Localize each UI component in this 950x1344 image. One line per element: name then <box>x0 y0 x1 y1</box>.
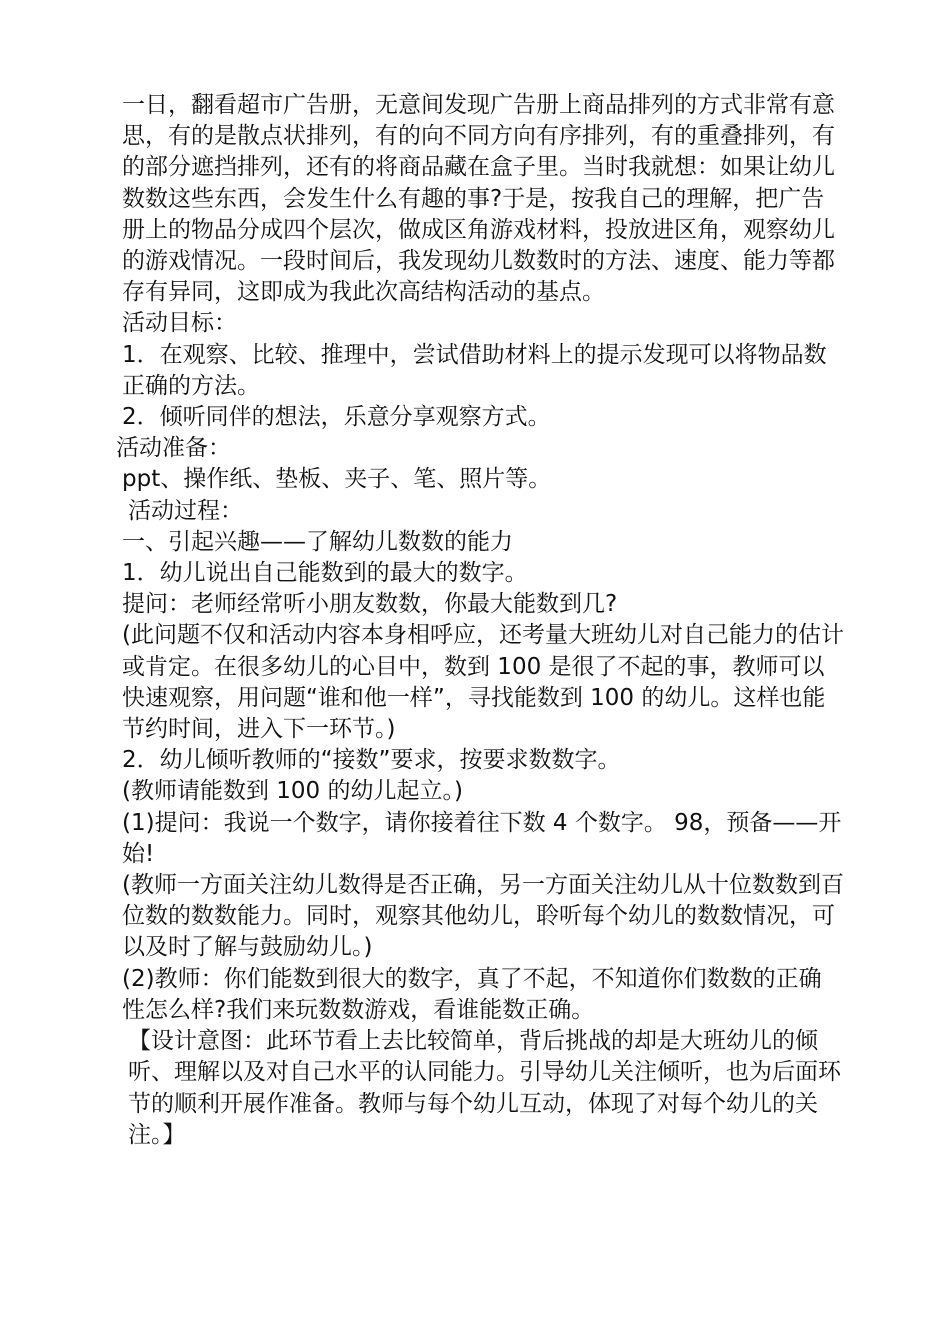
question-paragraph: 提问：老师经常听小朋友数数，你最大能数到几? <box>122 591 618 618</box>
goal-item-2: 2．倾听同伴的想法，乐意分享观察方式。 <box>122 404 551 431</box>
section-heading-process: 活动过程： <box>128 497 243 524</box>
preparation-list: ppt、操作纸、垫板、夹子、笔、照片等。 <box>122 466 552 493</box>
question-paragraph-2: (1)提问：我说一个数字，请你接着往下数 4 个数字。 98，预备——开始! <box>122 809 842 867</box>
note-paragraph-3: (教师一方面关注幼儿数得是否正确，另一方面关注幼儿从十位数数到百位数的数数能力。同时，观察其他幼儿，聆听每个幼儿的数数情况，可以及时了解与鼓励幼儿。) <box>122 872 844 961</box>
teacher-paragraph: (2)教师：你们能数到很大的数字，真了不起，不知道你们数数的正确性怎么样?我们来玩数数游戏，看谁能数正确。 <box>122 965 822 1023</box>
process-substep-1: 1．幼儿说出自己能数到的最大的数字。 <box>122 560 528 587</box>
document-body <box>116 90 844 1151</box>
section-heading-goals: 活动目标： <box>122 310 237 337</box>
note-paragraph-1: (此问题不仅和活动内容本身相呼应，还考量大班幼儿对自己能力的估计或肯定。在很多幼儿的心目中，数到 100 是很了不起的事，教师可以快速观察，用问题“谁和他一样”，寻找能数到 100 的幼儿。这样也能节约时间，进入下一环节。) <box>122 622 844 743</box>
section-heading-preparation: 活动准备： <box>116 435 231 462</box>
intro-paragraph: 一日，翻看超市广告册，无意间发现广告册上商品排列的方式非常有意思，有的是散点状排列，有的向不同方向有序排列，有的重叠排列，有的部分遮挡排列，还有的将商品藏在盒子里。当时我就想：如果让幼儿数数这些东西，会发生什么有趣的事?于是，按我自己的理解，把广告册上的物品分成四个层次，做成区角游戏材料，投放进区角，观察幼儿的游戏情况。一段时间后，我发现幼儿数数时的方法、速度、能力等都存有异同，这即成为我此次高结构活动的基点。 <box>122 92 835 306</box>
process-substep-2: 2．幼儿倾听教师的“接数”要求，按要求数数字。 <box>122 747 621 774</box>
design-intent-paragraph: 【设计意图：此环节看上去比较简单，背后挑战的却是大班幼儿的倾听、理解以及对自己水平的认同能力。引导幼儿关注倾听，也为后面环节的顺利开展作准备。教师与每个幼儿互动，体现了对每个幼儿的关注。】 <box>128 1028 841 1148</box>
process-step-heading-1: 一、引起兴趣——了解幼儿数数的能力 <box>122 528 513 555</box>
goal-item-1: 1．在观察、比较、推理中，尝试借助材料上的提示发现可以将物品数正确的方法。 <box>122 341 827 399</box>
note-paragraph-2: (教师请能数到 100 的幼儿起立。) <box>122 778 463 805</box>
